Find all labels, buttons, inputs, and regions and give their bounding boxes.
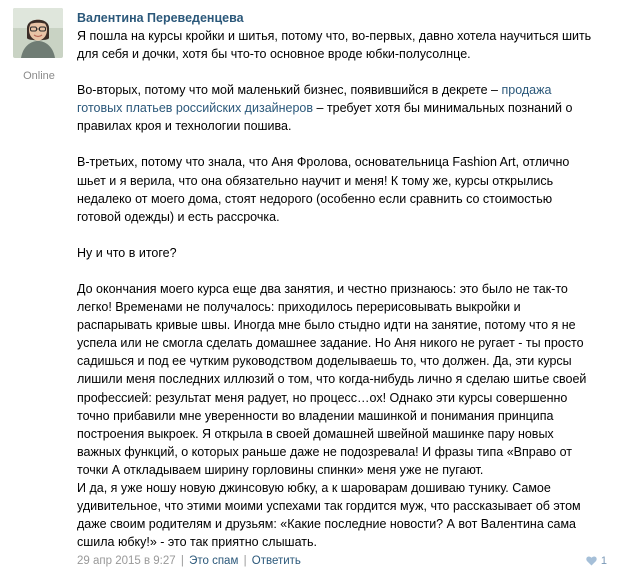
author-name-link[interactable]: Валентина Переведенцева <box>77 11 244 25</box>
text-segment: И да, я уже ношу новую джинсовую юбку, а к шароварам дошиваю тунику. Самое удивительное, что этими моими успехами так гордится муж, что рассказывает об этом даже своим родителям и друзьям: «Какие последние новости? А вот Валентина сама сшила юбку!» - это так приятно слышать. <box>77 480 581 550</box>
post-paragraph <box>77 479 597 551</box>
like-button[interactable] <box>586 555 607 567</box>
paragraph-gap <box>77 135 597 153</box>
text-segment: В-третьих, потому что знала, что Аня Фролова, основательница Fashion Art, отлично шьет и я верила, что она обязательно научит и меня! К тому же, курсы открылись недалеко от моего дома, стоят недорого (особенно если сравнить со стоимостью готовой одежды) и есть рассрочка. <box>77 155 570 224</box>
like-count: 1 <box>600 555 607 567</box>
footer-separator: | <box>180 555 184 567</box>
inline-link[interactable]: продажа готовых платьев российских дизайнеров <box>77 83 552 116</box>
paragraph-gap <box>77 63 597 81</box>
report-spam-link[interactable]: Это спам <box>189 555 239 567</box>
reply-link[interactable]: Ответить <box>251 555 301 567</box>
heart-icon <box>586 556 597 566</box>
avatar[interactable] <box>13 8 63 58</box>
text-segment: Я пошла на курсы кройки и шитья, потому что, во-первых, давно хотела научиться шить для себя и дочки, хотя бы что-то основное вроде юбки-полусолнце. <box>77 29 592 62</box>
text-segment: Ну и что в итоге? <box>77 245 177 260</box>
post-paragraph <box>77 27 597 63</box>
avatar-column <box>12 8 66 82</box>
text-segment: – требует хотя бы минимальных познаний о правилах кроя и технологии пошива. <box>77 101 573 134</box>
post-paragraph <box>77 244 597 262</box>
post-paragraph <box>77 153 597 225</box>
post-paragraph <box>77 280 597 479</box>
paragraph-gap <box>77 262 597 280</box>
footer-separator: | <box>243 555 247 567</box>
post-paragraph <box>77 81 597 135</box>
online-status: Online <box>23 70 55 82</box>
post-footer <box>77 555 301 567</box>
post-text <box>77 27 597 551</box>
text-segment: До окончания моего курса еще два занятия, и честно признаюсь: это было не так-то легко! Временами не получалось: приходилось перерисовывать выкройки и распарывать кривые швы. Иногда мне было стыдно идти на занятие, потому что я не успела или не смогла сделать домашнее задание. Но Аня никого не ругает - ты просто садишься и под ее чутким руководством доделываешь то, что должен. Да, эти курсы лишили меня последних иллюзий о том, что когда-нибудь лично я сделаю шитье своей профессией: результат меня радует, но процесс…ох! Однако эти курсы совершенно точно прибавили мне уверенности во владении машинкой и понимания принципа построения выкроек. Я открыла в своей домашней швейной машинке пару новых важных функций, о которых раньше даже не подозревала! И фразы типа «Вправо от точки А откладываем ширину горловины спинки» меня уже не пугают. <box>77 281 587 477</box>
text-segment: Во-вторых, потому что мой маленький бизнес, появившийся в декрете – <box>77 83 502 98</box>
paragraph-gap <box>77 226 597 244</box>
post-date[interactable]: 29 апр 2015 в 9:27 <box>77 555 176 567</box>
